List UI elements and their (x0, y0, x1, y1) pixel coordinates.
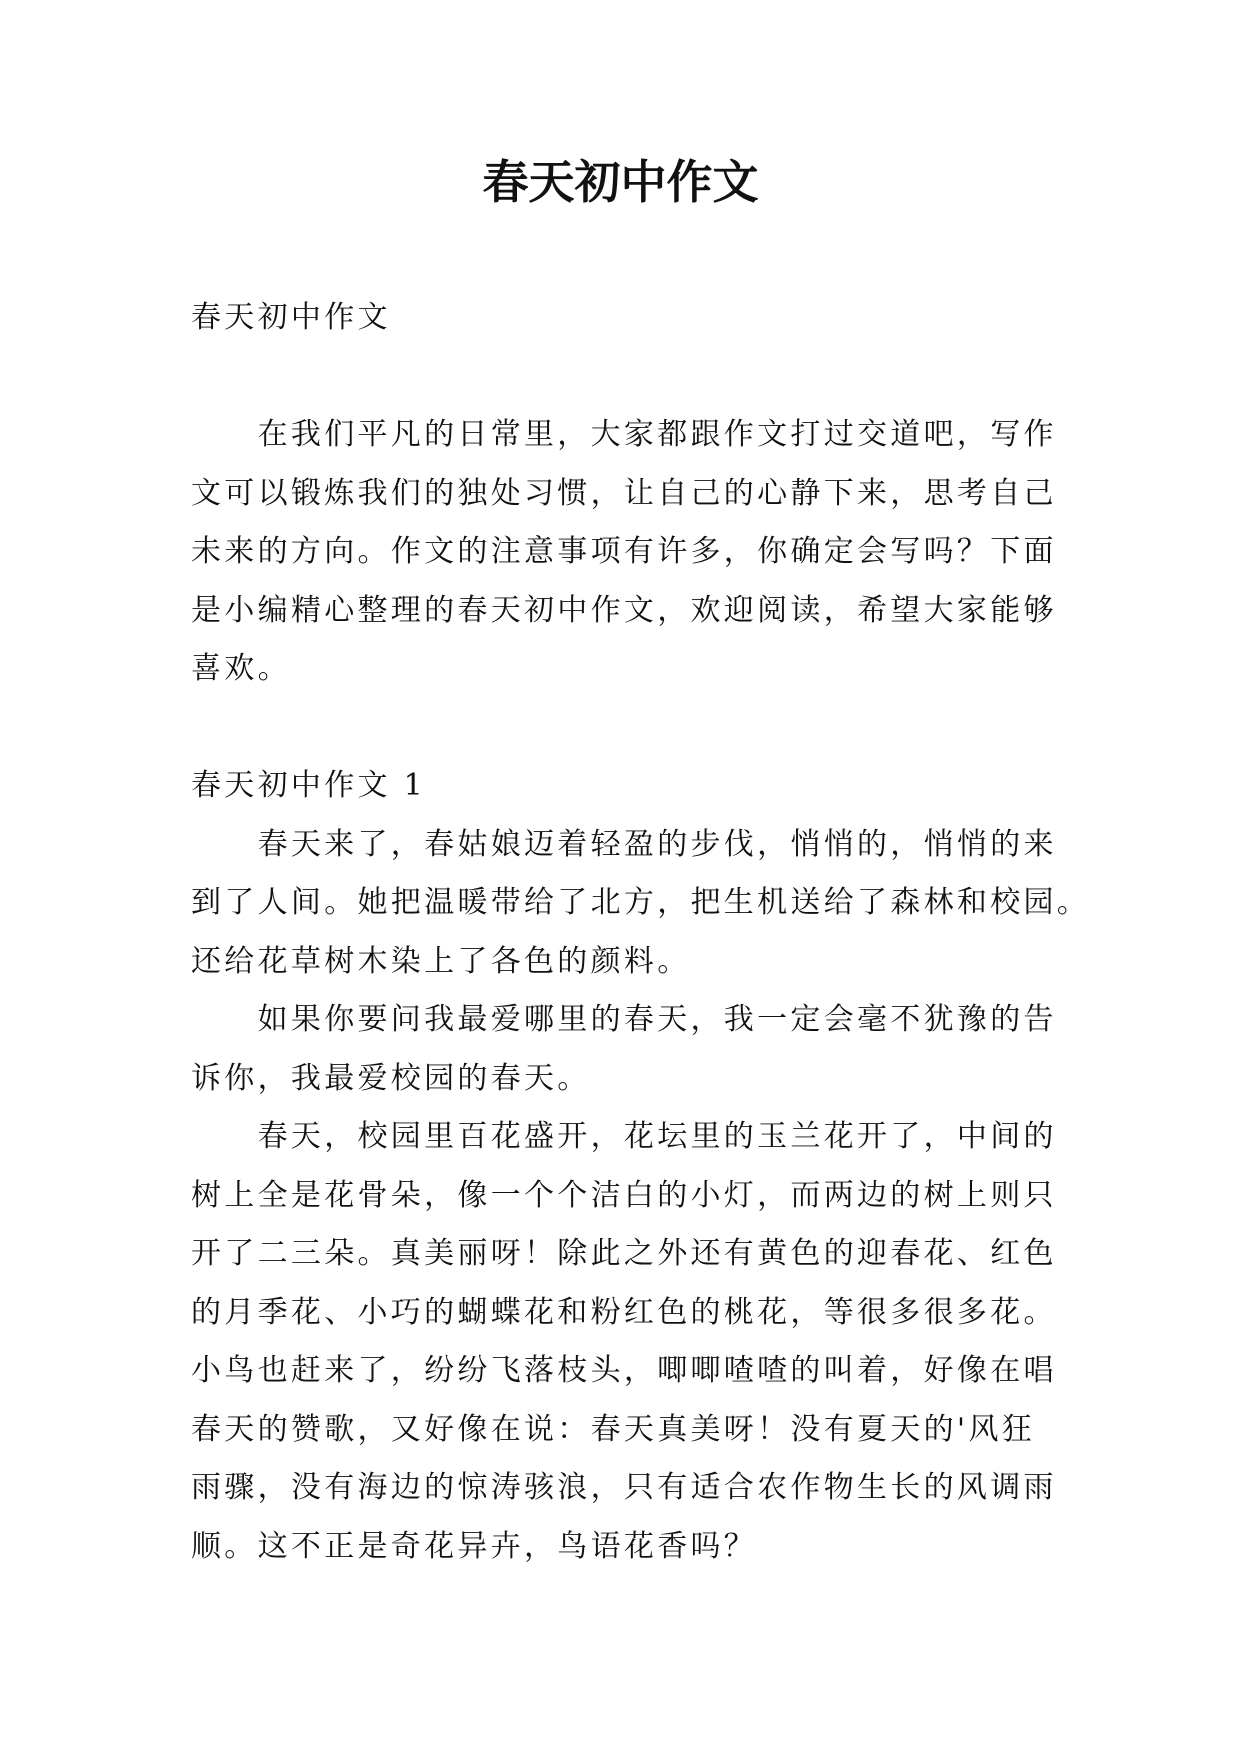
text-line: 春天，校园里百花盛开，花坛里的玉兰花开了，中间的 (257, 1119, 1057, 1154)
document-body (191, 289, 1191, 1576)
text-line: 如果你要问我最爱哪里的春天，我一定会毫不犹豫的告 (257, 1002, 1057, 1037)
intro-paragraph (191, 406, 1191, 699)
text-line: 还给花草树木染上了各色的颜料。 (191, 943, 691, 979)
text-line: 开了二三朵。真美丽呀！除此之外还有黄色的迎春花、红色 (191, 1236, 1057, 1271)
blank-line (191, 348, 1191, 407)
text-line: 的月季花、小巧的蝴蝶花和粉红色的桃花，等很多很多花。 (191, 1294, 1057, 1330)
text-line: 喜欢。 (191, 651, 291, 686)
text-line: 是小编精心整理的春天初中作文，欢迎阅读，希望大家能够 (191, 592, 1057, 628)
text-line: 雨骤，没有海边的惊涛骇浪，只有适合农作物生长的风调雨 (191, 1470, 1057, 1505)
paragraph (191, 816, 1191, 992)
document-title: 春天初中作文 (482, 155, 759, 209)
text-line: 未来的方向。作文的注意事项有许多，你确定会写吗？下面 (191, 534, 1057, 569)
text-line: 到了人间。她把温暖带给了北方，把生机送给了森林和校园。 (191, 885, 1091, 920)
text-line: 树上全是花骨朵，像一个个洁白的小灯，而两边的树上则只 (191, 1177, 1057, 1213)
text-line: 在我们平凡的日常里，大家都跟作文打过交道吧，写作 (257, 417, 1057, 452)
text-line: 春天的赞歌，又好像在说：春天真美呀！没有夏天的'风狂 (191, 1411, 1036, 1447)
blank-line (191, 699, 1191, 758)
section-heading: 春天初中作文 1 (191, 768, 427, 803)
text-line: 顺。这不正是奇花异卉，鸟语花香吗？ (191, 1528, 758, 1564)
text-line: 小鸟也赶来了，纷纷飞落枝头，唧唧喳喳的叫着，好像在唱 (191, 1353, 1057, 1388)
text-line: 诉你，我最爱校园的春天。 (191, 1060, 591, 1096)
paragraph (191, 991, 1191, 1108)
text-line: 春天来了，春姑娘迈着轻盈的步伐，悄悄的，悄悄的来 (257, 826, 1057, 862)
text-line: 文可以锻炼我们的独处习惯，让自己的心静下来，思考自己 (191, 475, 1057, 511)
document-subtitle: 春天初中作文 (191, 300, 391, 335)
paragraph (191, 1108, 1191, 1576)
